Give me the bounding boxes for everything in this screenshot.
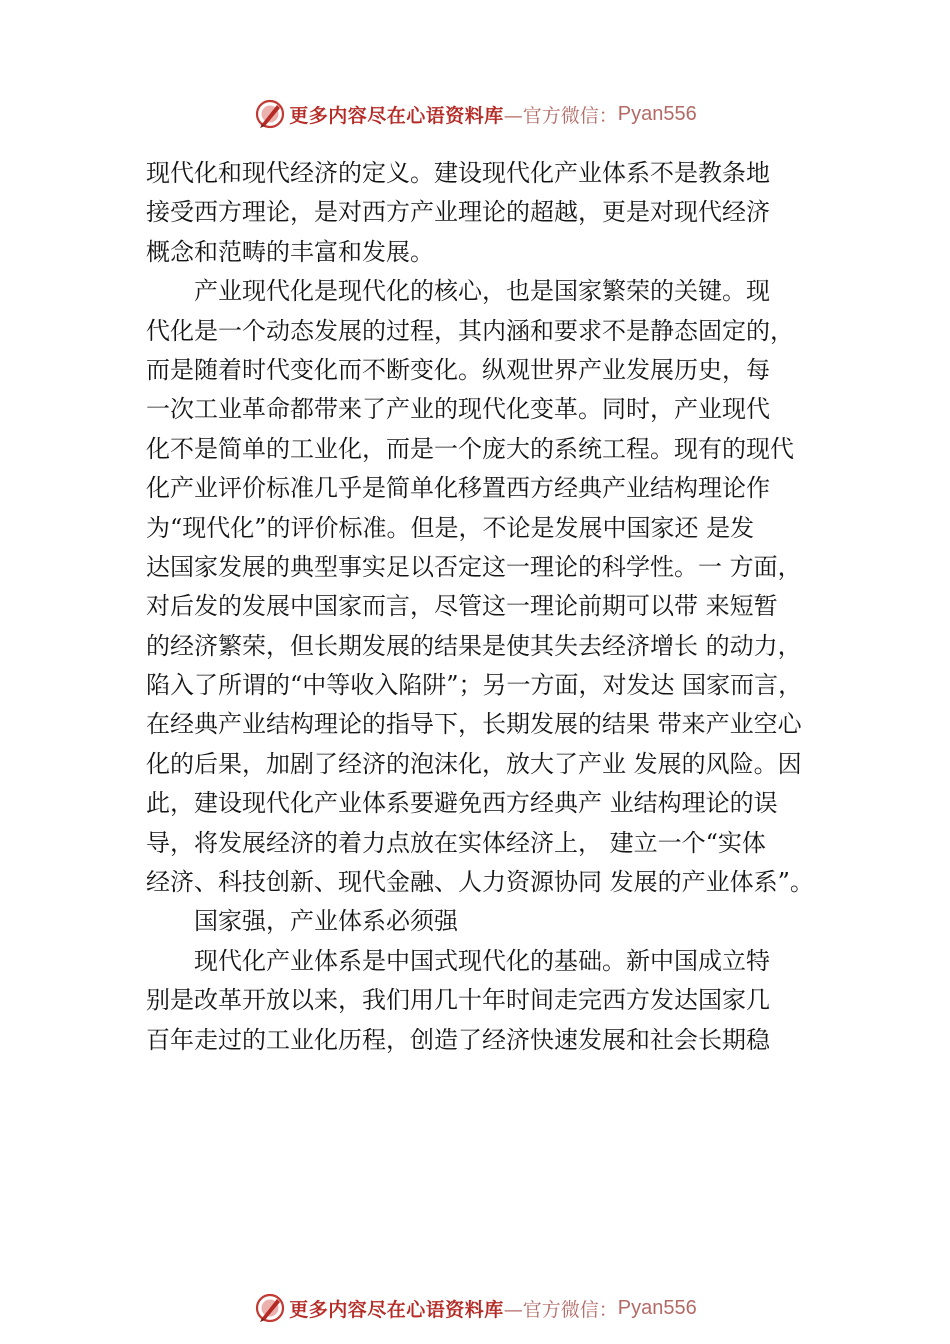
header-watermark [0, 97, 950, 131]
text-line-21: 现代化产业体系是中国式现代化的基础。新中国成立特 [146, 946, 770, 975]
text-line-5: 代化是一个动态发展的过程，其内涵和要求不是静态固定的， [146, 316, 794, 345]
pen-logo-icon [253, 97, 287, 131]
footer-wechat-id: Pyan556 [617, 1296, 697, 1319]
text-line-6: 而是随着时代变化而不断变化。纵观世界产业发展历史，每 [146, 355, 770, 384]
text-line-15: 在经典产业结构理论的指导下，长期发展的结果 带来产业空心 [146, 710, 802, 739]
text-line-18: 导，将发展经济的着力点放在实体经济上， 建立一个“实体 [146, 828, 766, 857]
header-wechat-id: Pyan556 [617, 102, 697, 125]
text-line-10: 为“现代化”的评价标准。但是，不论是发展中国家还 是发 [146, 513, 755, 542]
text-line-8: 化不是简单的工业化，而是一个庞大的系统工程。现有的现代 [146, 434, 794, 463]
footer-main-text: 更多内容尽在心语资料库 [289, 1298, 504, 1321]
footer-watermark [0, 1291, 950, 1325]
text-line-16: 化的后果，加剧了经济的泡沫化，放大了产业 发展的风险。因 [146, 749, 802, 778]
text-line-12: 对后发的发展中国家而言，尽管这一理论前期可以带 来短暂 [146, 592, 778, 621]
text-line-19: 经济、科技创新、现代金融、人力资源协同 发展的产业体系”。 [146, 868, 814, 897]
pen-logo-icon [253, 1291, 287, 1325]
header-sub-text: —官方微信： [503, 104, 618, 127]
text-line-17: 此，建设现代化产业体系要避免西方经典产 业结构理论的误 [146, 789, 778, 818]
text-line-1: 现代化和现代经济的定义。建设现代化产业体系不是教条地 [146, 159, 770, 187]
text-line-7: 一次工业革命都带来了产业的现代化变革。同时，产业现代 [146, 395, 770, 424]
document-body [146, 154, 846, 1060]
header-main-text: 更多内容尽在心语资料库 [289, 104, 504, 127]
text-line-13: 的经济繁荣，但长期发展的结果是使其失去经济增长 的动力， [146, 631, 802, 660]
text-line-4: 产业现代化是现代化的核心，也是国家繁荣的关键。现 [146, 277, 770, 306]
text-line-9: 化产业评价标准几乎是简单化移置西方经典产业结构理论作 [146, 474, 770, 503]
text-line-3: 概念和范畴的丰富和发展。 [146, 237, 434, 266]
text-line-11: 达国家发展的典型事实足以否定这一理论的科学性。一 方面， [146, 552, 802, 581]
footer-sub-text: —官方微信： [503, 1298, 618, 1321]
text-line-14: 陷入了所谓的“中等收入陷阱”；另一方面，对发达 国家而言， [146, 671, 803, 700]
text-line-2: 接受西方理论，是对西方产业理论的超越，更是对现代经济 [146, 198, 770, 227]
text-line-23: 百年走过的工业化历程，创造了经济快速发展和社会长期稳 [146, 1025, 770, 1054]
text-line-22: 别是改革开放以来，我们用几十年时间走完西方发达国家几 [146, 986, 770, 1015]
section-heading: 国家强，产业体系必须强 [146, 907, 458, 936]
